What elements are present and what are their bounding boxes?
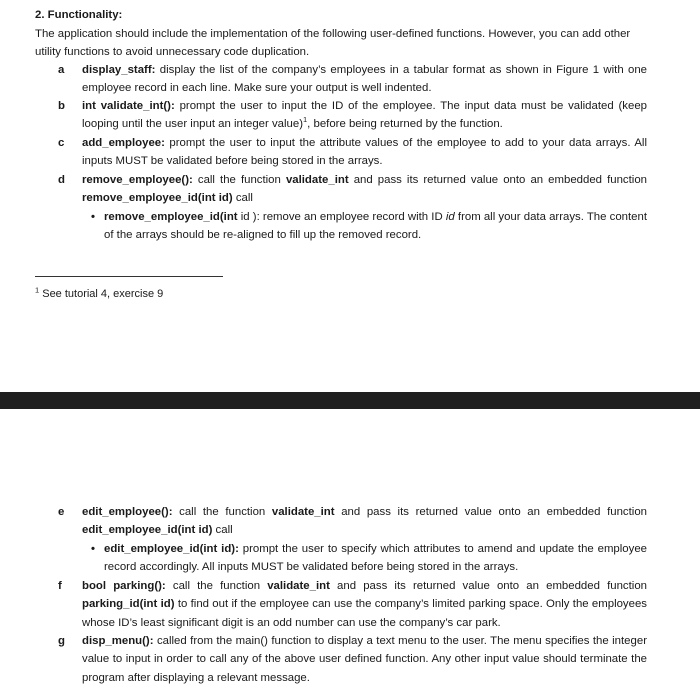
item-d [35, 171, 647, 208]
bullet-icon: • [91, 211, 95, 223]
item-b-function-name: int validate_int(): [82, 100, 175, 112]
footnote-number: 1 [35, 285, 40, 295]
item-f-text-1: call the function [165, 580, 268, 592]
item-g-marker: g [58, 635, 65, 647]
item-b-text-1: prompt the user to input the ID of the employee. The input data must be validated (keep looping until the user input an integer value) [82, 100, 647, 131]
item-d-sub-text-2: from all your data arrays. The content of the arrays should be re-aligned to fill up the removed record. [104, 211, 647, 242]
item-c-text: prompt the user to input the attribute values of the employee to add to your data arrays. All inputs MUST be validated before being stored in the arrays. [82, 137, 647, 168]
item-d-validate-int: validate_int [285, 174, 349, 186]
item-g-text: called from the main() function to display a text menu to the user. The menu specifies the integer value to input in order to call any of the above user defined function. Any other input value should terminate the program after displaying a relevant message. [82, 635, 647, 684]
item-e-embedded-function: edit_employee_id(int id) [82, 524, 213, 537]
item-e-text-1: call the function [172, 506, 272, 518]
item-b-footnote-ref: 1 [303, 115, 308, 125]
intro-paragraph: The application should include the implementation of the following user-defined functions. However, you can add other utility functions to avoid unnecessary code duplication. [35, 28, 631, 59]
item-f [35, 577, 647, 632]
item-a-marker: a [58, 64, 65, 76]
item-d-marker: d [58, 174, 65, 186]
item-a-function-name: display_staff: [82, 64, 156, 76]
item-f-function-name: bool parking(): [82, 580, 166, 592]
item-c [35, 134, 647, 171]
item-f-text-3: to find out if the employee can use the company’s limited parking space. Only the employees whose ID’s least significant digit is an odd number can use the company’s car park. [82, 598, 647, 629]
bullet-icon: • [91, 543, 95, 555]
item-e-text-3: call [212, 524, 233, 537]
item-b-text-2: , before being returned by the function. [307, 118, 503, 131]
item-e-sub-function-name: edit_employee_id(int id): [104, 543, 239, 555]
item-d-text-2: and pass its returned value onto an embedded function [348, 174, 647, 186]
item-e-sub-text: prompt the user to specify which attributes to amend and update the employee record accordingly. All inputs MUST be validated before being stored in the arrays. [104, 543, 647, 574]
item-e-text-2: and pass its returned value onto an embedded function [334, 506, 647, 518]
item-g-function-name: disp_menu(): [82, 635, 154, 647]
page-separator [0, 392, 700, 409]
item-f-validate-int: validate_int [267, 580, 330, 592]
item-d-subitem [82, 208, 647, 245]
item-e-marker: e [58, 506, 65, 518]
item-d-embedded-function: remove_employee_id(int id) [82, 192, 233, 205]
footnote-text: See tutorial 4, exercise 9 [39, 288, 164, 300]
item-e-function-name: edit_employee(): [82, 506, 173, 518]
item-d-text-1: call the function [192, 174, 286, 186]
item-d-sub-italic-id: id [445, 211, 455, 223]
section-heading: 2. Functionality: [35, 9, 123, 21]
item-g [35, 632, 647, 687]
item-a [35, 61, 647, 98]
item-d-function-name: remove_employee(): [82, 174, 193, 186]
item-e-subitem [82, 540, 647, 577]
item-c-function-name: add_employee: [82, 137, 165, 149]
item-a-text: display the list of the company’s employees in a tabular format as shown in Figure 1 with one employee record in each line. Make sure your output is well indented. [82, 64, 647, 95]
item-f-embedded-function: parking_id(int id) [82, 598, 175, 611]
item-e [35, 503, 647, 540]
item-e-validate-int: validate_int [271, 506, 335, 518]
item-b [35, 97, 647, 134]
item-c-marker: c [58, 137, 65, 149]
footnote-divider [35, 276, 223, 277]
item-b-marker: b [58, 100, 65, 112]
item-d-sub-function-name: remove_employee_id(int [104, 211, 238, 223]
item-f-text-2: and pass its returned value onto an embedded function [329, 580, 647, 592]
item-d-text-3: call [232, 192, 253, 205]
item-d-sub-text-1: id ): remove an employee record with ID [237, 211, 446, 223]
item-f-marker: f [58, 580, 62, 592]
footnote [35, 285, 163, 303]
